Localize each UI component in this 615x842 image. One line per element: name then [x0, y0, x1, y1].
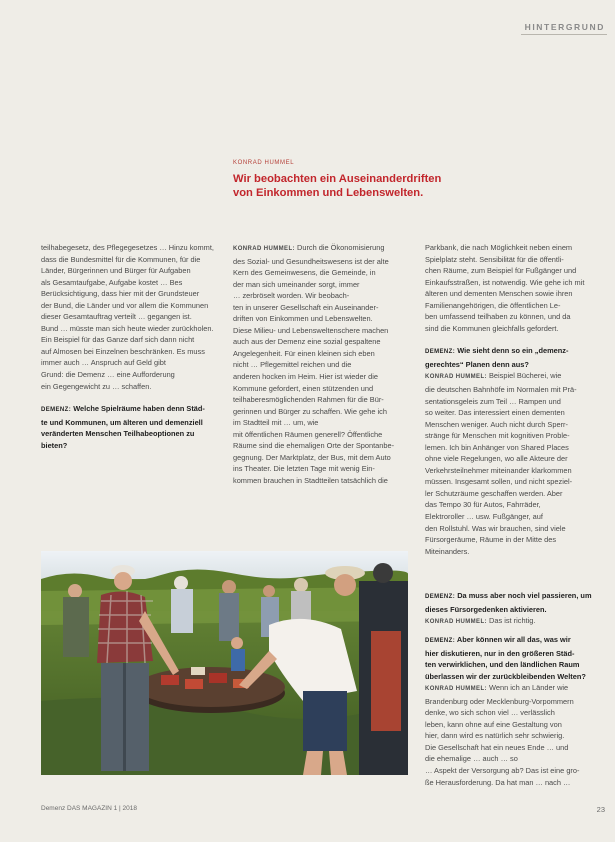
text-line: anderen hocken im Heim. Hier ist wieder die [233, 372, 379, 382]
question-line: Da muss aber noch viel passieren, um [457, 591, 592, 600]
column-right-block-3 [425, 634, 610, 788]
text-line: Das ist richtig. [489, 616, 536, 626]
question-line: bieten? [41, 440, 68, 450]
text-line: dieser Gesamtauftrag verteilt … gegangen ist. [41, 312, 192, 322]
footer-publication: Demenz DAS MAGAZIN 1 | 2018 [41, 805, 137, 812]
answer-line [425, 370, 610, 384]
text-line: Diese Milieu- und Lebensweltenschere machen [233, 325, 389, 335]
question-line: Aber können wir all das, was wir [456, 635, 571, 644]
question-label: DEMENZ: [425, 349, 456, 356]
text-line: ohne viele Regelungen, wo alle Akteure der [425, 454, 568, 464]
text-line: denke, wo sich schon viel … verlässlich [425, 708, 555, 718]
text-line: der man sich umeinander sorgt, immer [233, 279, 360, 289]
text-line: ße Herausforderung. Da hat man … nach … [425, 777, 571, 787]
text-line: dass die Bundesmittel für die Kommunen, für die [41, 254, 201, 264]
column-middle [233, 242, 411, 486]
pullquote-speaker: KONRAD HUMMEL [233, 160, 295, 166]
text-line: lemen. Ich bin Anhänger von Shared Places [425, 442, 569, 452]
text-line: nicht … Pflegemittel reichen und die [233, 360, 352, 370]
text-line: Bund … müsste man sich heute wieder zurückholen. [41, 323, 214, 333]
text-line: teilhabegesetz, des Pflegegesetzes … Hinzu kommt, [41, 243, 214, 252]
text-line: Länder, Bürgerinnen und Bürger für Aufgaben [41, 266, 191, 276]
speaker-label: KONRAD HUMMEL: [425, 619, 487, 626]
text-line: sentationsgeleis zum Teil … Rampen und [425, 396, 561, 406]
text-line: auch aus der Demenz eine sozial gespaltene [233, 337, 381, 347]
text-line: das Tempo 30 für Autos, Fahrräder, [425, 500, 541, 510]
question-line: veränderten Menschen Teilhabeoptionen zu [41, 429, 195, 439]
text-line: ler Schutzräume geschaffen werden. Aber [425, 488, 563, 498]
text-line: die ehemalige … auch … so [425, 754, 518, 764]
interview-question [41, 403, 223, 417]
text-line: leben, kann ohne auf eine Gestaltung von [425, 719, 562, 729]
text-line: der Bund, die Länder und vor allem die Kommunen [41, 300, 209, 310]
question-line: gerechtes“ Planen denn aus? [425, 359, 529, 369]
text-line: müssen. Insgesamt sollen, und nicht speziel- [425, 477, 573, 487]
text-line: die deutschen Bahnhöfe im Normalen mit Prä- [425, 385, 577, 395]
text-line: ten in unserer Gesellschaft ein Auseinander- [233, 302, 379, 312]
article-photo [41, 551, 408, 775]
text-line: … zerbröselt worden. Wir beobach- [233, 291, 350, 301]
question-line: te und Kommunen, um älteren und demenziell [41, 417, 203, 427]
text-line: als Gesamtaufgabe, Aufgabe kostet … Bes [41, 277, 183, 287]
text-line: gegnung. Der Marktplatz, der Bus, mit dem Auto [233, 452, 391, 462]
interview-question [425, 634, 610, 648]
photo-illustration [41, 551, 408, 775]
question-label: DEMENZ: [425, 638, 456, 644]
text-line: Elektroroller … usw. Fußgänger, auf [425, 512, 543, 522]
pullquote: Wir beobachten ein Auseinanderdriften von Einkommen und Lebenswelten. [233, 173, 442, 199]
text-line: mit öffentlichen Räumen generell? Öffentliche [233, 429, 383, 439]
text-line: stränge für Menschen mit kognitiven Proble- [425, 431, 570, 441]
text-line: sind die Kommunen gleichfalls gefordert. [425, 323, 559, 333]
answer-line [425, 682, 610, 696]
text-line: Ein Beispiel für das Ganze darf sich dann nicht [41, 335, 195, 345]
speaker-label: KONRAD HUMMEL: [233, 246, 295, 252]
text-line: Durch die Ökonomisierung [297, 243, 385, 252]
text-line: Fürsorgeräume, Räume in der Mitte des [425, 535, 557, 545]
text-line: Miteinanders. [425, 546, 470, 556]
column-right [425, 242, 610, 557]
question-line: hier diskutieren, nur in den größeren Städ- [425, 648, 575, 658]
text-line: Brandenburg oder Mecklenburg-Vorpommern [425, 696, 574, 706]
text-line: Die Gesellschaft hat ein neues Ende … und [425, 742, 569, 752]
text-line: hier, dann wird es natürlich sehr schwierig. [425, 731, 565, 741]
text-line: immer auch … Anspruch auf Geld gibt [41, 358, 166, 368]
text-line: auf Almosen bei Einzelnen beschränken. Es muss [41, 346, 205, 356]
text-line: Beispiel Bücherei, wie [489, 371, 562, 381]
question-line: dieses Fürsorgedenken aktivieren. [425, 604, 547, 614]
question-label: DEMENZ: [41, 407, 72, 414]
text-line: ben umfassend teilhaben zu können, und da [425, 312, 571, 322]
answer-line [233, 242, 411, 256]
text-line: ins Theater. Die letzten Tage mit wenig Ein- [233, 464, 375, 474]
question-line: ten verwirklichen, und den ländlichen Raum [425, 660, 580, 670]
text-line: gerinnen und Bürger zu schaffen. Wie gehe ich [233, 406, 387, 416]
column-right-block-2 [425, 590, 610, 629]
interview-question [425, 590, 610, 604]
question-line: Welche Spielräume haben denn Städ- [73, 404, 205, 414]
text-line: des Sozial- und Gesundheitswesens ist der alte [233, 256, 389, 266]
answer-line [425, 615, 610, 629]
text-line: ein Gegengewicht zu … schaffen. [41, 381, 152, 391]
text-line: Spielplatz steht. Sensibilität für die öffentli- [425, 254, 564, 264]
question-line: überlassen wir der zurückbleibenden Welten? [425, 671, 586, 681]
interview-question [425, 345, 610, 359]
text-line: im Stadtteil mit … um, wie [233, 418, 319, 428]
speaker-label: KONRAD HUMMEL: [425, 374, 487, 381]
question-line: Wie sieht denn so ein „demenz- [457, 346, 569, 356]
text-line: Berücksichtigung, dass hier mit der Grundsteuer [41, 289, 200, 299]
text-line: Kern des Gemeinwesens, die Gemeinde, in [233, 268, 376, 278]
text-line: Wenn ich an Länder wie [489, 683, 569, 693]
text-line: Parkbank, die nach Möglichkeit neben einem [425, 243, 573, 252]
section-label: HINTERGRUND [524, 22, 605, 32]
text-line: Kommune gefordert, einen stützenden und [233, 383, 374, 393]
text-line: Menschen weniger. Auch nicht durch Sperr- [425, 419, 568, 429]
text-line: Räume sind die ehemaligen Orte der Spontanbe- [233, 441, 395, 451]
text-line: Grund: die Demenz … eine Aufforderung [41, 370, 175, 380]
text-line: chen Räume, zum Beispiel für Fußgänger und [425, 266, 577, 276]
text-line: driften von Einkommen und Lebenswelten. [233, 314, 373, 324]
text-line: … Aspekt der Versorgung ab? Das ist eine gro- [425, 766, 580, 776]
text-line: kommen brauchen in Stadtteilen tatsächlich die [233, 475, 388, 485]
text-line: teilhaberesmöglichenden Rahmen für die Bür- [233, 395, 384, 405]
text-line: Familienangehörigen, die öffentlichen Le- [425, 300, 561, 310]
section-rule [521, 34, 607, 35]
text-line: Angelegenheit. Für einen kleinen sich eben [233, 348, 375, 358]
page-number: 23 [596, 805, 605, 814]
text-line: Verkehrsteilnehmer miteinander klarkommen [425, 465, 572, 475]
text-line: den Rollstuhl. Was wir brauchen, sind viele [425, 523, 566, 533]
column-left [41, 242, 223, 451]
text-line: so weiter. Das interessiert einen dementen [425, 408, 565, 418]
text-line: Einkaufsstraßen, ist notwendig. Wie gehe ich mit [425, 277, 585, 287]
question-label: DEMENZ: [425, 594, 456, 600]
text-line: älteren und dementen Menschen sowie ihren [425, 289, 573, 299]
speaker-label: KONRAD HUMMEL: [425, 686, 487, 693]
